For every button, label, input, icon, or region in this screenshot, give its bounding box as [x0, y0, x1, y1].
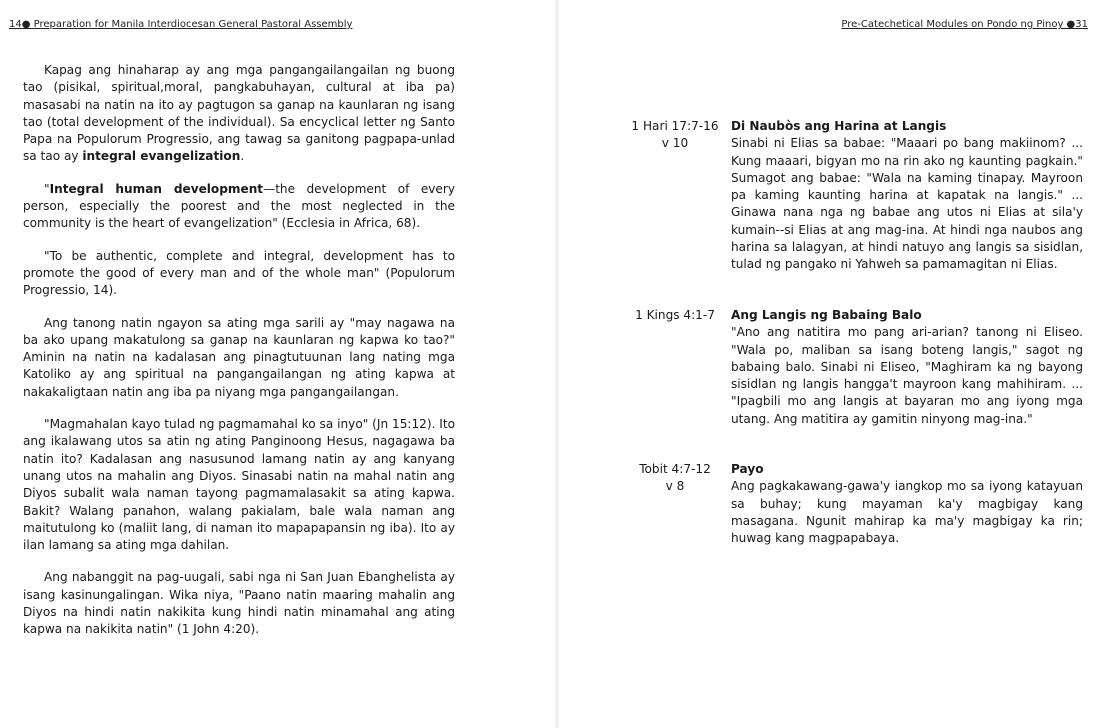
- scripture-passage: [731, 118, 1083, 274]
- scripture-passage: [731, 461, 1083, 547]
- left-page-body: [23, 62, 455, 654]
- paragraph-san-juan: Ang nabanggit na pag-uugali, sabi nga ni San Juan Ebanghelista ay isang kasinungalingan. Wika niya, "Paano natin maaring mahalin ang Diyos na hindi natin nakikita kung hindi natin minamahal ang ating kapwa na nakikita natin" (1 John 4:20).: [23, 570, 455, 637]
- left-running-header: 14● Preparation for Manila Interdiocesan General Pastoral Assembly: [9, 19, 353, 30]
- right-running-header: Pre-Catechetical Modules on Pondo ng Pinoy ●31: [841, 19, 1088, 30]
- paragraph-integral-human-development: "Integral human development—the development of every person, especially the poorest and the most neglected in the community is the heart of evangelization" (Ecclesia in Africa, 68).: [23, 181, 455, 231]
- scripture-reference: Tobit 4:7-12 v 8: [639, 462, 711, 494]
- passage-title: Di Naubòs ang Harina at Langis: [731, 119, 947, 133]
- passage-title: Payo: [731, 462, 764, 476]
- paragraph-integral-evangelization: Kapag ang hinaharap ay ang mga pangangailangailan ng buong tao (pisikal, spiritual,moral, pangkabuhayan, cultural at iba pa) masasabi na natin na ito ay pagtugon sa ganap na kaunlaran ng isang tao (total development of the individual). Sa encyclical letter ng Santo Papa na Populorum Progressio, ang tawag sa ganitong pagpapa-unlad sa tao ay integral evangelization.: [23, 63, 455, 164]
- term-integral-evangelization: integral evangelization: [82, 149, 241, 164]
- scripture-reference: 1 Hari 17:7-16 v 10: [631, 119, 719, 151]
- scripture-passage: [731, 307, 1083, 428]
- term-integral-human-development: Integral human development: [49, 181, 264, 196]
- scripture-reference: 1 Kings 4:1-7: [635, 308, 715, 322]
- passage-title: Ang Langis ng Babaing Balo: [731, 308, 922, 322]
- paragraph-tanong: Ang tanong natin ngayon sa ating mga sarili ay "may nagawa na ba ako upang makatulong sa ganap na kaunlaran ng kapwa ko tao?" Aminin na natin na kadalasan ang pinagtutuunan lang nating mga Katoliko ay ang spiritual na pangangailangan ng ating kapwa at nakakaligtaan natin ang iba pa niyang mga pangangailangan.: [23, 315, 455, 399]
- right-page: [557, 0, 1114, 728]
- passage-text: Sinabi ni Elias sa babae: "Maaari po bang makiinom? ... Kung maaari, bigyan mo na rin ako ng kaunting pagkain." Sumagot ang babae: "Wala na kaming tinapay. Mayroon pa kaming kaunting harina at kapatak na langis." ... Ginawa nana nga ng babae ang utos ni Elias at sila'y kumain--si Elias at ang mag-ina. At hindi nga naubos ang harina sa lalagyan, at hindi natuyo ang langis sa sisidlan, tulad ng pangako ni Yahweh sa pamamagitan ni Elias.: [731, 136, 1083, 272]
- passage-text: Ang pagkakawang-gawa'y iangkop mo sa iyong katayuan sa buhay; kung mayaman ka'y magbigay kang masagana. Ngunit mahirap ka ma'y magbigay ka rin; huwag kang magpapabaya.: [731, 479, 1083, 546]
- paragraph-populorum-quote: "To be authentic, complete and integral, development has to promote the good of every man and of the whole man" (Populorum Progressio, 14).: [23, 248, 455, 298]
- passage-text: "Ano ang natitira mo pang ari-arian? tanong ni Eliseo. "Wala po, maliban sa isang boteng langis," sagot ng babaing balo. Sinabi ni Eliseo, "Maghiram ka ng bayong sisidlan ng langis hangga't mayroon kang mahihiram. ... "Ipagbili mo ang langis at bayaran mo ang iyong mga utang. Ang matitira ay gamitin ninyong mag-ina.": [731, 325, 1083, 426]
- paragraph-magmahalan: "Magmahalan kayo tulad ng pagmamahal ko sa inyo" (Jn 15:12). Ito ang ikalawang utos sa atin ng ating Panginoong Hesus, nagagawa ba natin ito? Kadalasan ang nasusunod lamang natin ay ang kanyang unang utos na mahalin ang Diyos. Sinasabi natin na mahal natin ang Diyos subalit wala naman tayong pagmamalasakit sa ating kapwa. Bakit? Walang panahon, walang pakialam, bale wala naman ang maitutulong ko (maliit lang, di naman ito mapapapansin ng iba). Ito ay ilan lamang sa ating mga dahilan.: [23, 417, 455, 553]
